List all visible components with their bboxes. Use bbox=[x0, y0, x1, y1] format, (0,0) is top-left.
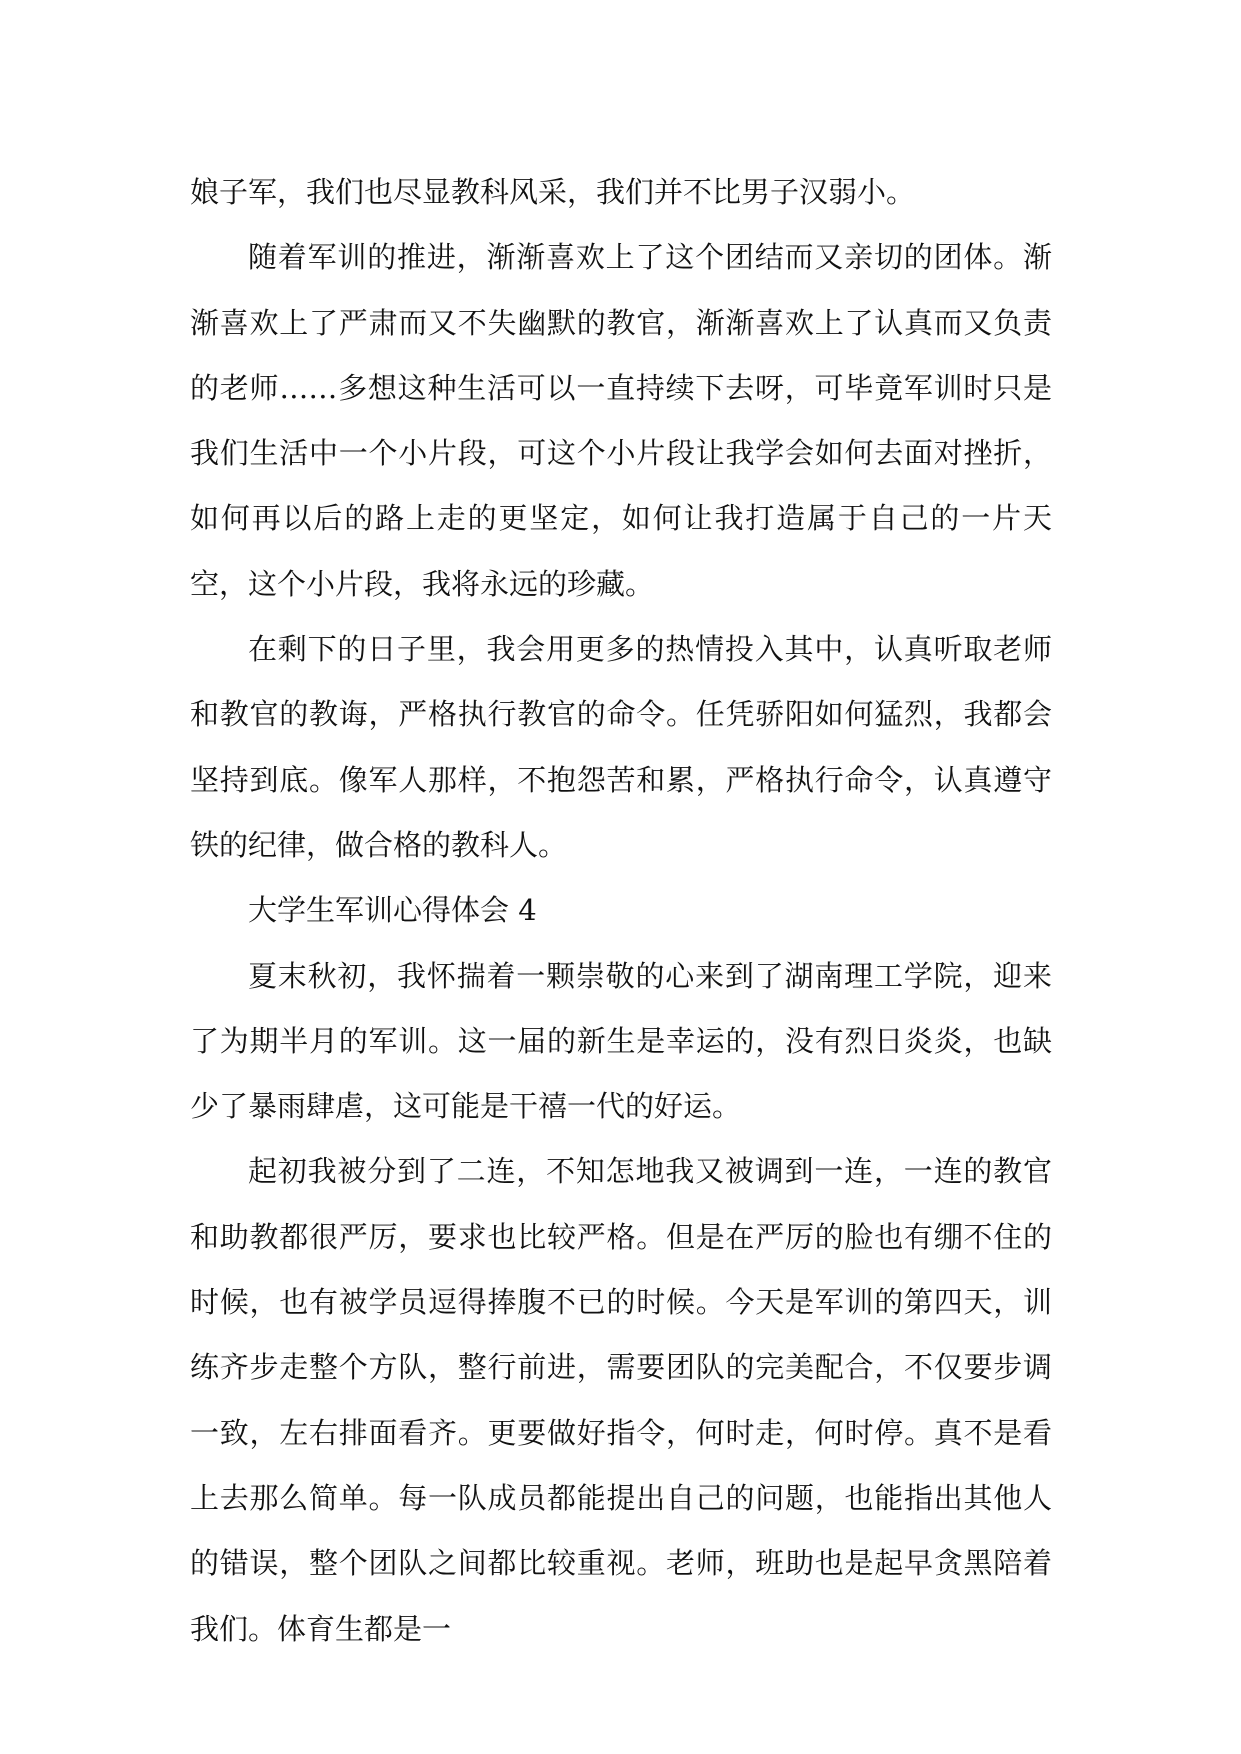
paragraph: 起初我被分到了二连，不知怎地我又被调到一连，一连的教官和助教都很严厉，要求也比较严格。但是在严厉的脸也有绷不住的时候，也有被学员逗得捧腹不已的时候。今天是军训的第四天，训练齐步走整个方队，整行前进，需要团队的完美配合，不仅要步调一致，左右排面看齐。更要做好指令，何时走，何时停。真不是看上去那么简单。每一队成员都能提出自己的问题，也能指出其他人的错误，整个团队之间都比较重视。老师，班助也是起早贪黑陪着我们。体育生都是一 bbox=[190, 1154, 1052, 1646]
paragraph: 在剩下的日子里，我会用更多的热情投入其中，认真听取老师和教官的教诲，严格执行教官的命令。任凭骄阳如何猛烈，我都会坚持到底。像军人那样，不抱怨苦和累，严格执行命令，认真遵守铁的纪律，做合格的教科人。 bbox=[190, 632, 1052, 862]
paragraph: 随着军训的推进，渐渐喜欢上了这个团结而又亲切的团体。渐渐喜欢上了严肃而又不失幽默的教官，渐渐喜欢上了认真而又负责的老师……多想这种生活可以一直持续下去呀，可毕竟军训时只是我们生活中一个小片段，可这个小片段让我学会如何去面对挫折，如何再以后的路上走的更坚定，如何让我打造属于自己的一片天空，这个小片段，我将永远的珍藏。 bbox=[190, 240, 1052, 601]
paragraph-continuation: 娘子军，我们也尽显教科风采，我们并不比男子汉弱小。 bbox=[190, 175, 916, 209]
document-body bbox=[190, 160, 1052, 1662]
paragraph: 夏末秋初，我怀揣着一颗崇敬的心来到了湖南理工学院，迎来了为期半月的军训。这一届的新生是幸运的，没有烈日炎炎，也缺少了暴雨肆虐，这可能是干禧一代的好运。 bbox=[190, 958, 1052, 1124]
section-heading: 大学生军训心得体会 4 bbox=[248, 893, 537, 928]
